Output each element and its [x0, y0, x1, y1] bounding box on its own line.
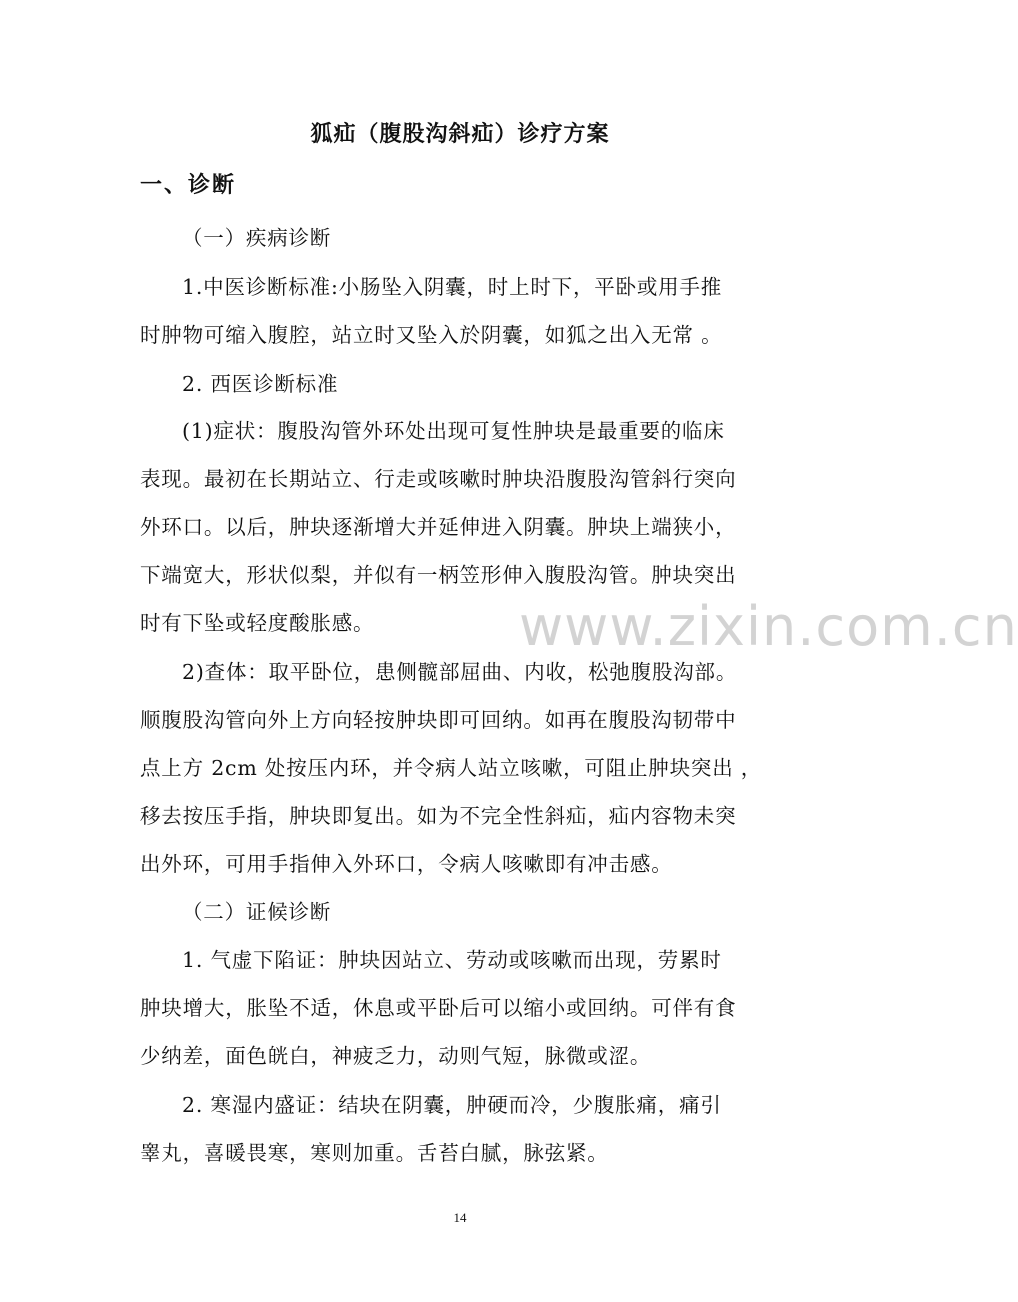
paragraph-line: 时肿物可缩入腹腔，站立时又坠入於阴囊，如狐之出入无常 。	[140, 323, 723, 347]
paragraph-line: 少纳差，面色㿠白，神疲乏力，动则气短，脉微或涩。	[140, 1044, 652, 1068]
paragraph-line: 2)查体：取平卧位，患侧髋部屈曲、内收，松弛腹股沟部。	[182, 660, 738, 684]
paragraph-line: 1.中医诊断标准:小肠坠入阴囊，时上时下，平卧或用手推	[182, 275, 723, 299]
page-number: 14	[453, 1210, 467, 1225]
paragraph-line: 肿块增大，胀坠不适，休息或平卧后可以缩小或回纳。可伴有食	[140, 996, 737, 1020]
paragraph-line: 顺腹股沟管向外上方向轻按肿块即可回纳。如再在腹股沟韧带中	[140, 708, 737, 732]
paragraph-line: 移去按压手指，肿块即复出。如为不完全性斜疝，疝内容物未突	[140, 804, 737, 828]
paragraph-line: 1. 气虚下陷证：肿块因站立、劳动或咳嗽而出现，劳累时	[182, 948, 722, 972]
paragraph-line: 外环口。以后，肿块逐渐增大并延伸进入阴囊。肿块上端狭小，	[140, 515, 737, 539]
document-title: 狐疝（腹股沟斜疝）诊疗方案	[310, 122, 610, 147]
paragraph-line: 下端宽大，形状似梨，并似有一柄笠形伸入腹股沟管。肿块突出	[140, 563, 737, 587]
paragraph-line: 时有下坠或轻度酸胀感。	[140, 611, 375, 635]
paragraph-line: 出外环，可用手指伸入外环口，令病人咳嗽即有冲击感。	[140, 852, 673, 876]
subsection-heading: （一）疾病诊断	[182, 226, 332, 250]
paragraph-line: 点上方 2cm 处按压内环，并令病人站立咳嗽，可阻止肿块突出 ，	[140, 756, 763, 780]
subsection-heading: （二）证候诊断	[182, 900, 332, 924]
section-heading: 一、诊断	[140, 173, 237, 198]
paragraph-line: (1)症状：腹股沟管外环处出现可复性肿块是最重要的临床	[182, 419, 725, 443]
watermark: www.zixin.com.cn	[519, 595, 1018, 658]
paragraph-line: 2. 寒湿内盛证：结块在阴囊，肿硬而冷，少腹胀痛，痛引	[182, 1093, 722, 1117]
paragraph-line: 表现。最初在长期站立、行走或咳嗽时肿块沿腹股沟管斜行突向	[140, 467, 737, 491]
paragraph-line: 睾丸，喜暖畏寒，寒则加重。舌苔白腻，脉弦紧。	[140, 1141, 609, 1165]
paragraph-line: 2. 西医诊断标准	[182, 372, 339, 396]
